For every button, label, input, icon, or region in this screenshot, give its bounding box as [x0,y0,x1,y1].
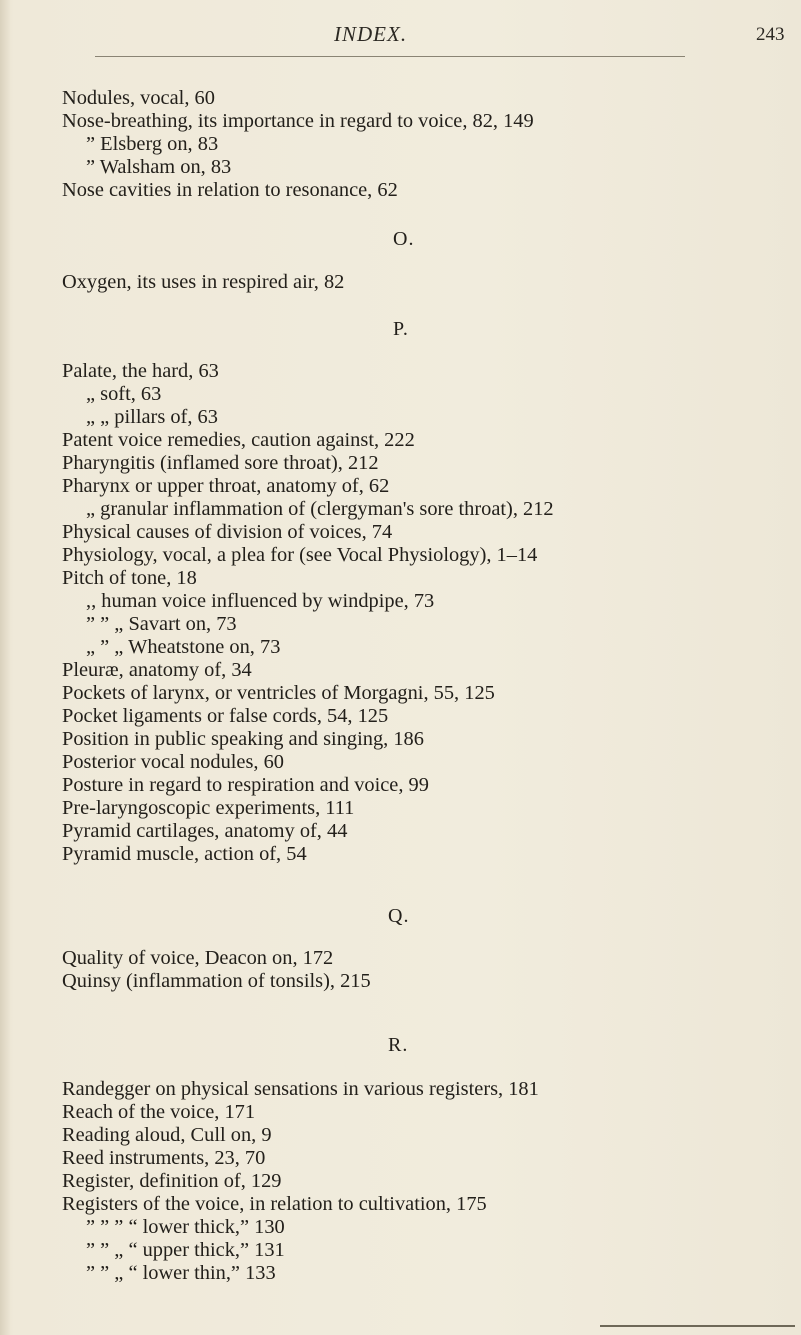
index-entry: Pitch of tone, 18 [62,567,197,589]
section-letter-o: O. [393,228,415,250]
index-entry: Registers of the voice, in relation to cultivation, 175 [62,1193,487,1215]
index-entry: Patent voice remedies, caution against, 222 [62,429,415,451]
index-entry: Reading aloud, Cull on, 9 [62,1124,272,1146]
index-entry: „ „ pillars of, 63 [86,406,218,428]
index-entry: Physical causes of division of voices, 74 [62,521,393,543]
index-entry: Physiology, vocal, a plea for (see Vocal Physiology), 1–14 [62,544,538,566]
index-entry: Pockets of larynx, or ventricles of Morgagni, 55, 125 [62,682,495,704]
index-entry: Palate, the hard, 63 [62,360,219,382]
index-entry: Quality of voice, Deacon on, 172 [62,947,334,969]
section-letter-p: P. [393,318,409,340]
index-entry: Randegger on physical sensations in various registers, 181 [62,1078,539,1100]
index-entry: Register, definition of, 129 [62,1170,282,1192]
index-entry: ” ” „ “ upper thick,” 131 [86,1239,285,1261]
index-entry: ” Elsberg on, 83 [86,133,219,155]
index-entry: Posture in regard to respiration and voice, 99 [62,774,429,796]
index-entry: Nodules, vocal, 60 [62,87,215,109]
index-entry: Posterior vocal nodules, 60 [62,751,284,773]
index-entry: ” Walsham on, 83 [86,156,232,178]
index-entry: Reed instruments, 23, 70 [62,1147,266,1169]
index-entry: ” ” „ Savart on, 73 [86,613,237,635]
index-entry: Pharynx or upper throat, anatomy of, 62 [62,475,390,497]
index-entry: Oxygen, its uses in respired air, 82 [62,271,345,293]
index-entry: ,, human voice influenced by windpipe, 73 [86,590,435,612]
section-letter-r: R. [388,1034,409,1056]
index-entry: ” ” „ “ lower thin,” 133 [86,1262,276,1284]
index-entry: Pre-laryngoscopic experiments, 111 [62,797,355,819]
index-entry: „ soft, 63 [86,383,162,405]
index-entry: Nose cavities in relation to resonance, 62 [62,179,398,201]
header-rule [95,56,685,57]
page-gutter [0,0,10,1335]
index-entry: Reach of the voice, 171 [62,1101,256,1123]
index-entry: ” ” ” “ lower thick,” 130 [86,1216,285,1238]
index-entry: Pyramid cartilages, anatomy of, 44 [62,820,348,842]
index-entry: „ granular inflammation of (clergyman's sore throat), 212 [86,498,554,520]
running-head: INDEX. [334,22,408,46]
index-entry: Pyramid muscle, action of, 54 [62,843,307,865]
index-entry: Position in public speaking and singing, 186 [62,728,424,750]
index-entry: Pleuræ, anatomy of, 34 [62,659,252,681]
index-entry: Nose-breathing, its importance in regard to voice, 82, 149 [62,110,534,132]
bottom-edge-rule [600,1325,795,1327]
index-entry: Quinsy (inflammation of tonsils), 215 [62,970,371,992]
index-entry: Pharyngitis (inflamed sore throat), 212 [62,452,379,474]
index-entry: „ ” „ Wheatstone on, 73 [86,636,281,658]
index-entry: Pocket ligaments or false cords, 54, 125 [62,705,389,727]
page-number: 243 [756,24,785,45]
section-letter-q: Q. [388,905,410,927]
